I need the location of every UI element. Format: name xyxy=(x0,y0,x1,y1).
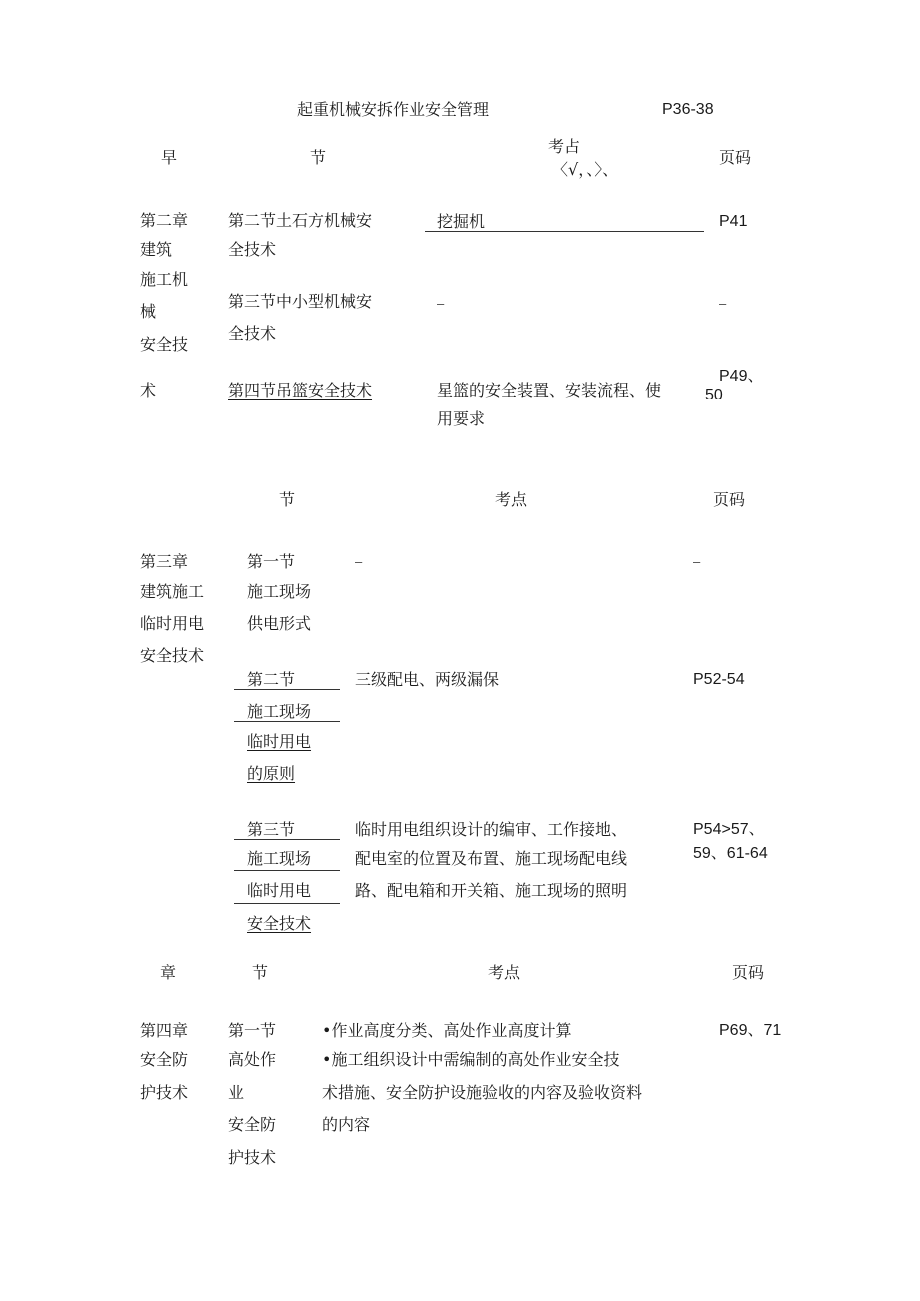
section-line: 高处作 xyxy=(228,1050,277,1069)
underline-rule xyxy=(234,839,340,840)
point-text: 三级配电、两级漏保 xyxy=(355,670,500,689)
header-point: 考占 xyxy=(548,137,581,156)
page-empty: – xyxy=(693,554,701,569)
section-line: 护技术 xyxy=(228,1148,277,1167)
point-line: •施工组织设计中需编制的高处作业安全技 xyxy=(322,1050,620,1069)
chapter-line: 护技术 xyxy=(140,1083,189,1102)
header-page: 页码 xyxy=(713,490,746,509)
header-point: 考点 xyxy=(488,963,521,982)
section-line: 第二节土石方机械安 xyxy=(228,211,373,230)
section-line: 业 xyxy=(228,1083,245,1102)
chapter-line: 建筑施工 xyxy=(140,582,205,601)
title-page-range: P36-38 xyxy=(662,101,714,118)
header-point-marks: 〈√，、〉、 xyxy=(552,160,619,179)
section-line: 施工现场 xyxy=(247,702,312,721)
chapter-line: 施工机 xyxy=(140,270,189,289)
document-title: 起重机械安拆作业安全管理 xyxy=(297,100,490,119)
page-ref: P69、71 xyxy=(719,1022,782,1039)
page-ref: P41 xyxy=(719,213,748,230)
header-chapter: 章 xyxy=(160,963,177,982)
page-ref: 50 xyxy=(705,387,723,399)
point-line: 配电室的位置及布置、施工现场配电线 xyxy=(355,849,628,868)
point-empty: – xyxy=(355,554,363,569)
header-page: 页码 xyxy=(719,148,752,167)
header-chapter: 早 xyxy=(161,148,178,167)
section-line: 供电形式 xyxy=(247,614,312,633)
section-line: 安全技术 xyxy=(247,914,312,933)
header-section: 节 xyxy=(252,963,269,982)
section-line: 第三节中小型机械安 xyxy=(228,292,373,311)
header-point: 考点 xyxy=(495,490,528,509)
section-line: 安全防 xyxy=(228,1115,277,1134)
section-line: 第三节 xyxy=(247,820,296,839)
header-page: 页码 xyxy=(732,963,765,982)
page-ref: P52-54 xyxy=(693,671,745,688)
chapter-line: 安全技术 xyxy=(140,646,205,665)
section-line: 第二节 xyxy=(247,670,296,689)
point-line: 星篮的安全装置、安装流程、使 xyxy=(437,381,662,400)
chapter-line: 安全防 xyxy=(140,1050,189,1069)
point-line: 的内容 xyxy=(322,1115,371,1134)
section-line: 全技术 xyxy=(228,240,277,259)
chapter-line: 临时用电 xyxy=(140,614,205,633)
section-line: 第一节 xyxy=(228,1021,277,1040)
underline-rule xyxy=(234,870,340,871)
underline-rule xyxy=(425,231,704,232)
section-line: 第一节 xyxy=(247,552,296,571)
header-section: 节 xyxy=(310,148,327,167)
chapter-line: 械 xyxy=(140,302,157,321)
section-line: 临时用电 xyxy=(247,881,312,900)
page-ref-clipped xyxy=(705,386,765,399)
page-empty: – xyxy=(719,296,727,311)
point-line: 临时用电组织设计的编审、工作接地、 xyxy=(355,820,628,839)
point-text: 挖掘机 xyxy=(437,212,486,231)
header-section: 节 xyxy=(279,490,296,509)
chapter-line: 第四章 xyxy=(140,1021,189,1040)
section-line: 施工现场 xyxy=(247,582,312,601)
point-line: 路、配电箱和开关箱、施工现场的照明 xyxy=(355,881,628,900)
underline-rule xyxy=(234,721,340,722)
chapter-line: 第三章 xyxy=(140,552,189,571)
point-empty: – xyxy=(437,296,445,311)
chapter-line: 术 xyxy=(140,381,157,400)
page-ref: P54>57、 xyxy=(693,821,765,838)
point-line: 用要求 xyxy=(437,409,486,428)
section-line: 临时用电 xyxy=(247,732,312,751)
chapter-line: 建筑 xyxy=(140,240,173,259)
point-line: 术措施、安全防护设施验收的内容及验收资料 xyxy=(322,1083,643,1102)
section-line: 全技术 xyxy=(228,324,277,343)
chapter-line: 第二章 xyxy=(140,211,189,230)
chapter-line: 安全技 xyxy=(140,335,189,354)
page-ref: P49、 xyxy=(719,368,764,385)
point-line: •作业高度分类、高处作业高度计算 xyxy=(322,1021,572,1040)
underline-rule xyxy=(234,689,340,690)
section-line: 施工现场 xyxy=(247,849,312,868)
section-line: 第四节吊篮安全技术 xyxy=(228,381,373,400)
page-ref: 59、61-64 xyxy=(693,845,768,862)
section-line: 的原则 xyxy=(247,764,296,783)
underline-rule xyxy=(234,903,340,904)
